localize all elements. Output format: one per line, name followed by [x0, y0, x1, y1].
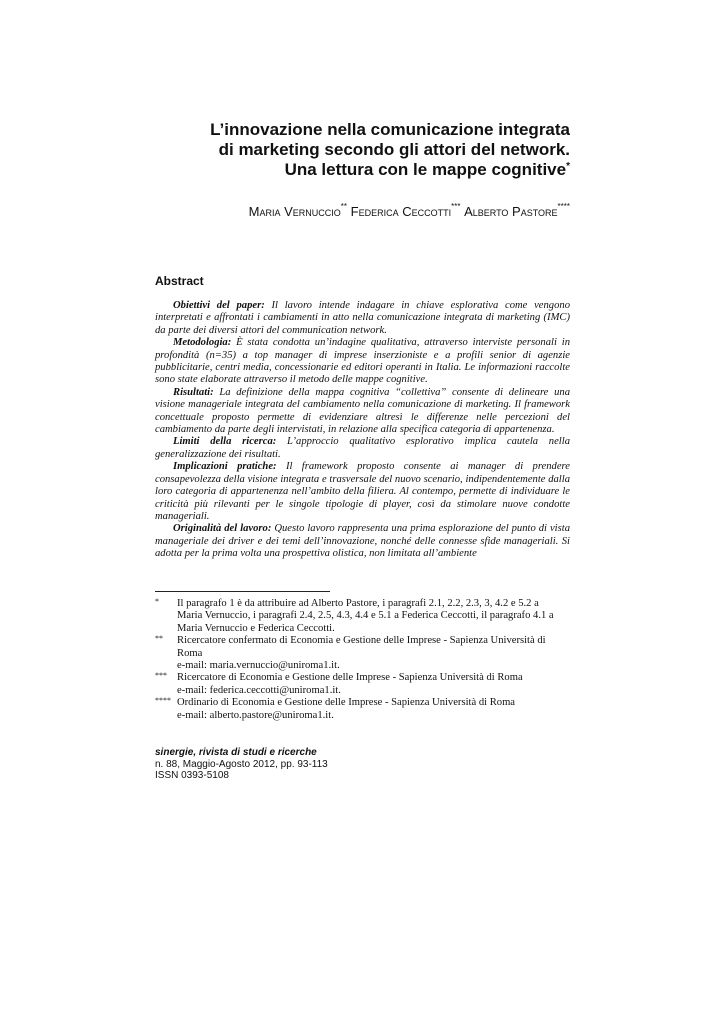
footnote-line: Ordinario di Economia e Gestione delle Imprese - Sapienza Università di Roma [177, 697, 516, 709]
paper-title [150, 120, 570, 180]
author-name: Federica Ceccotti [350, 204, 452, 219]
journal-issn: ISSN 0393-5108 [155, 770, 229, 781]
abstract-section-label: Originalità del lavoro: [173, 523, 272, 535]
abstract-section-text: Questo lavoro rappresenta una prima esplorazione del punto di vista manageriale dei driver e dei temi dell’innovazione, nonché delle connesse sfide manageriali. Si adotta per la prima volta una prospettiva olistica, non limitata all’ambiente [155, 523, 570, 560]
footnote-line: Roma [177, 647, 203, 659]
footnote-line: Il paragrafo 1 è da attribuire ad Alberto Pastore, i paragrafi 2.1, 2.2, 2.3, 3, 4.2 e 5.2 a [177, 598, 539, 609]
author-footnote-mark: ** [340, 202, 348, 211]
abstract-heading: Abstract [155, 274, 204, 288]
footnote-line: Maria Vernuccio, i paragrafi 2.4, 2.5, 4.3, 4.4 e 5.1 a Federica Ceccotti, il paragrafo 4.1 a [177, 610, 554, 622]
footnote [155, 598, 570, 635]
abstract-section-label: Implicazioni pratiche: [173, 461, 277, 473]
author-footnote-mark: **** [557, 202, 570, 211]
author-name: Alberto Pastore [464, 204, 558, 219]
abstract-section [155, 436, 570, 461]
abstract-section-label: Risultati: [173, 386, 214, 398]
footnote-line: Ricercatore confermato di Economia e Gestione delle Imprese - Sapienza Università di [177, 635, 546, 647]
abstract-section-text: Il lavoro intende indagare in chiave esplorativa come vengono interpretati e affrontati i cambiamenti in atto nella comunicazione integrata di marketing (IMC) da parte dei diversi attori del communication network. [155, 300, 570, 336]
title-line-2: di marketing secondo gli attori del network. [218, 140, 570, 159]
footnote-divider [155, 591, 330, 592]
abstract-section [155, 523, 570, 560]
author-name: Maria Vernuccio [248, 204, 341, 219]
abstract-section-text: La definizione della mappa cognitiva “collettiva” consente di delineare una visione manageriale integrata del cambiamento nella comunicazione di marketing. Il framework concettuale proposto permette di evidenziare altresì le differenze nelle percezioni del cambiamento da parte degli intervistati, in relazione alla specifica categoria di appartenenza. [155, 386, 570, 436]
footnotes [155, 598, 570, 722]
author-list [120, 204, 570, 219]
journal-info [155, 747, 328, 782]
footnote [155, 697, 570, 722]
footnote [155, 672, 570, 697]
footnote-mark: **** [155, 696, 171, 706]
abstract-section-text: L’approccio qualitativo esplorativo implica cautela nella generalizzazione dei risultati. [155, 436, 570, 460]
footnote-line: e-mail: maria.vernuccio@uniroma1.it. [177, 660, 340, 672]
author-footnote-mark: *** [451, 202, 461, 211]
abstract-section [155, 461, 570, 523]
title-footnote-mark: * [566, 161, 570, 172]
title-line-3: Una lettura con le mappe cognitive [284, 160, 567, 179]
footnote [155, 635, 570, 672]
footnote-mark: *** [155, 671, 167, 681]
abstract-section [155, 387, 570, 437]
journal-title: sinergie, rivista di studi e ricerche [155, 747, 317, 758]
journal-issue: n. 88, Maggio-Agosto 2012, pp. 93-113 [155, 758, 328, 770]
abstract-section [155, 300, 570, 337]
footnote-mark: ** [155, 634, 163, 644]
abstract-body [155, 300, 570, 561]
footnote-line: e-mail: federica.ceccotti@uniroma1.it. [177, 684, 341, 696]
footnote-line: Maria Vernuccio e Federica Ceccotti. [177, 622, 335, 634]
abstract-section-label: Obiettivi del paper: [173, 300, 265, 311]
footnote-line: Ricercatore di Economia e Gestione delle Imprese - Sapienza Università di Roma [177, 672, 523, 684]
footnote-mark: * [155, 597, 159, 606]
abstract-section-text: È stata condotta un’indagine qualitativa, attraverso interviste personali in profondità (n=35) a top manager di imprese inserzioniste e a profili senior di agenzie pubblicitarie, centri media, concessionarie ed editori operanti in Italia. Le informazioni raccolte sono state elaborate attraverso il metodo delle mappe cognitive. [155, 337, 570, 386]
abstract-section-label: Limiti della ricerca: [173, 436, 277, 448]
abstract-section-label: Metodologia: [173, 337, 232, 349]
footnote-line: e-mail: alberto.pastore@uniroma1.it. [177, 709, 334, 721]
abstract-section-text: Il framework proposto consente ai manager di prendere consapevolezza della visione integrata e trasversale del nuovo scenario, indipendentemente dalla loro categoria di appartenenza nell’ambito della filiera. Al contempo, permette di individuare le criticità più rilevanti per le singole tipologie di player, così da stimolare nuove condotte manageriali. [155, 461, 570, 522]
title-line-1: L’innovazione nella comunicazione integrata [210, 120, 570, 139]
abstract-section [155, 337, 570, 387]
